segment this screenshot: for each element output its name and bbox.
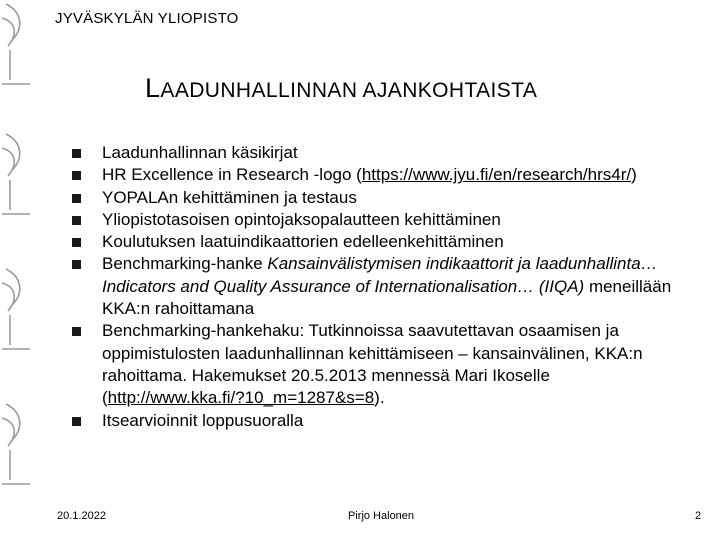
kka-link[interactable]: http://www.kka.fi/?10_m=1287&s=8: [107, 388, 375, 408]
square-bullet-icon: [72, 238, 81, 247]
item-text-end: meneillään KKA:n rahoittamana: [102, 276, 672, 319]
square-bullet-icon: [72, 417, 81, 426]
square-bullet-icon: [72, 260, 81, 269]
square-bullet-icon: [72, 171, 81, 180]
university-name: JYVÄSKYLÄN YLIOPISTO: [55, 10, 239, 27]
footer-author: Pirjo Halonen: [348, 510, 415, 522]
list-item: [72, 410, 682, 432]
list-item: [72, 231, 682, 253]
item-text: Laadunhallinnan käsikirjat: [102, 143, 298, 162]
list-item: [72, 253, 682, 320]
hrs4r-link[interactable]: https://www.jyu.fi/en/research/hrs4r/: [361, 165, 632, 185]
list-item: [72, 164, 682, 186]
item-text: YOPALAn kehittäminen ja testaus: [102, 187, 357, 207]
slide-title: [145, 73, 537, 104]
square-bullet-icon: [72, 216, 81, 225]
bullet-list: [72, 142, 682, 432]
footer-date: 20.1.2022: [57, 510, 106, 522]
page-number: 2: [695, 510, 702, 522]
item-text: Koulutuksen laatuindikaattorien edelleenkehittäminen: [102, 232, 504, 252]
list-item: [72, 142, 682, 164]
list-item: [72, 187, 682, 209]
list-item: [72, 320, 682, 409]
item-text-end: ): [631, 165, 637, 185]
emblem-motif-1: [2, 4, 30, 84]
slide-title-initial: L: [145, 73, 161, 103]
emblem-motif-2: [2, 134, 30, 214]
project-name: Kansainvälistymisen indikaattorit ja laadunhallinta… Indicators and Quality Assurance of Internationalisation… (IIQA): [102, 254, 658, 296]
item-text: HR Excellence in Research -logo (: [102, 165, 362, 185]
item-text: Yliopistotasoisen opintojaksopalautteen kehittäminen: [102, 209, 501, 229]
slide-title-rest: AADUNHALLINNAN AJANKOHTAISTA: [160, 79, 538, 102]
university-logo-strip: [0, 0, 34, 540]
item-text-end: ).: [374, 388, 385, 408]
square-bullet-icon: [72, 194, 81, 203]
emblem-motif-4: [2, 404, 30, 484]
item-text: Benchmarking-hanke: [102, 254, 268, 274]
square-bullet-icon: [72, 327, 81, 336]
emblem-motif-3: [2, 269, 30, 349]
list-item: [72, 209, 682, 231]
square-bullet-icon: [72, 149, 81, 158]
item-text: Itsearvioinnit loppusuoralla: [102, 410, 304, 430]
item-text: Benchmarking-hankehaku: Tutkinnoissa saavutettavan osaamisen ja oppimistulosten laadunhallinnan kehittämiseen – kansainvälinen, KKA:n rahoittama. Hakemukset 20.5.2013 mennessä Mari Ikoselle (: [102, 321, 643, 408]
